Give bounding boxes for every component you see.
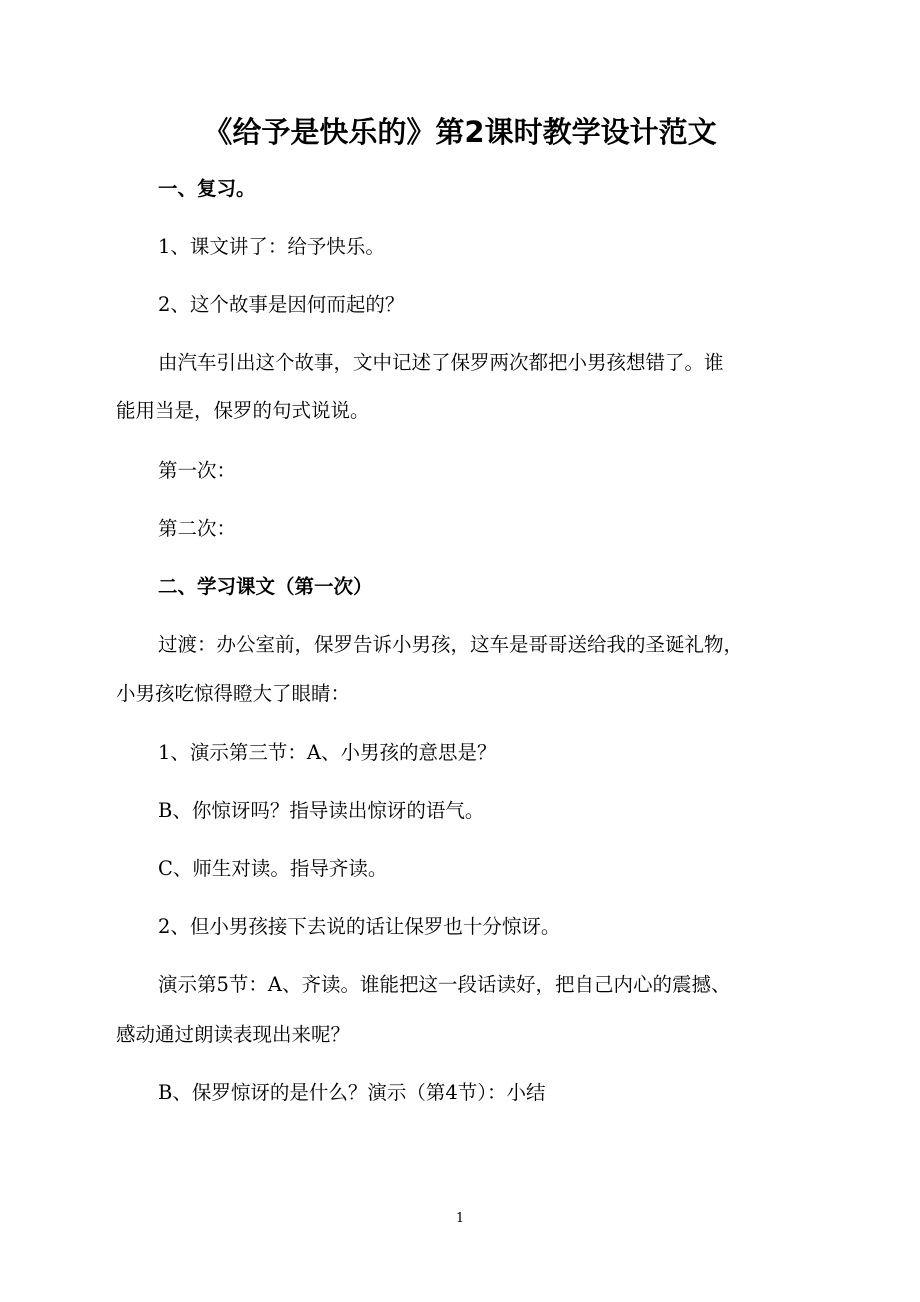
- paragraph-line: 感动通过朗读表现出来呢？: [116, 1023, 351, 1046]
- paragraph-line: 1、课文讲了：给予快乐。: [158, 235, 385, 258]
- paragraph-line: B、保罗惊讶的是什么？演示（第4节）：小结: [158, 1081, 546, 1104]
- paragraph-line: 第一次：: [158, 459, 237, 482]
- paragraph-line: 演示第5节：A、齐读。谁能把这一段话读好，把自己内心的震撼、: [158, 973, 731, 996]
- section-heading-study: 二、学习课文（第一次）: [158, 575, 373, 598]
- paragraph-line: B、你惊讶吗？指导读出惊讶的语气。: [158, 799, 485, 822]
- paragraph-line: 由汽车引出这个故事，文中记述了保罗两次都把小男孩想错了。谁: [158, 351, 724, 374]
- paragraph-line: C、师生对读。指导齐读。: [158, 857, 388, 880]
- paragraph-line: 2、但小男孩接下去说的话让保罗也十分惊讶。: [158, 915, 561, 938]
- paragraph-line: 能用当是，保罗的句式说说。: [116, 399, 370, 422]
- paragraph-line: 小男孩吃惊得瞪大了眼睛：: [116, 682, 351, 705]
- document-title: 《给予是快乐的》第2课时教学设计范文: [203, 115, 717, 149]
- paragraph-line: 2、这个故事是因何而起的？: [158, 293, 405, 316]
- paragraph-line: 过渡：办公室前，保罗告诉小男孩，这车是哥哥送给我的圣诞礼物，: [158, 633, 744, 656]
- paragraph-line: 1、演示第三节：A、小男孩的意思是？: [158, 741, 497, 764]
- page-number: 1: [455, 1211, 465, 1226]
- paragraph-line: 第二次：: [158, 517, 237, 540]
- section-heading-review: 一、复习。: [158, 177, 256, 200]
